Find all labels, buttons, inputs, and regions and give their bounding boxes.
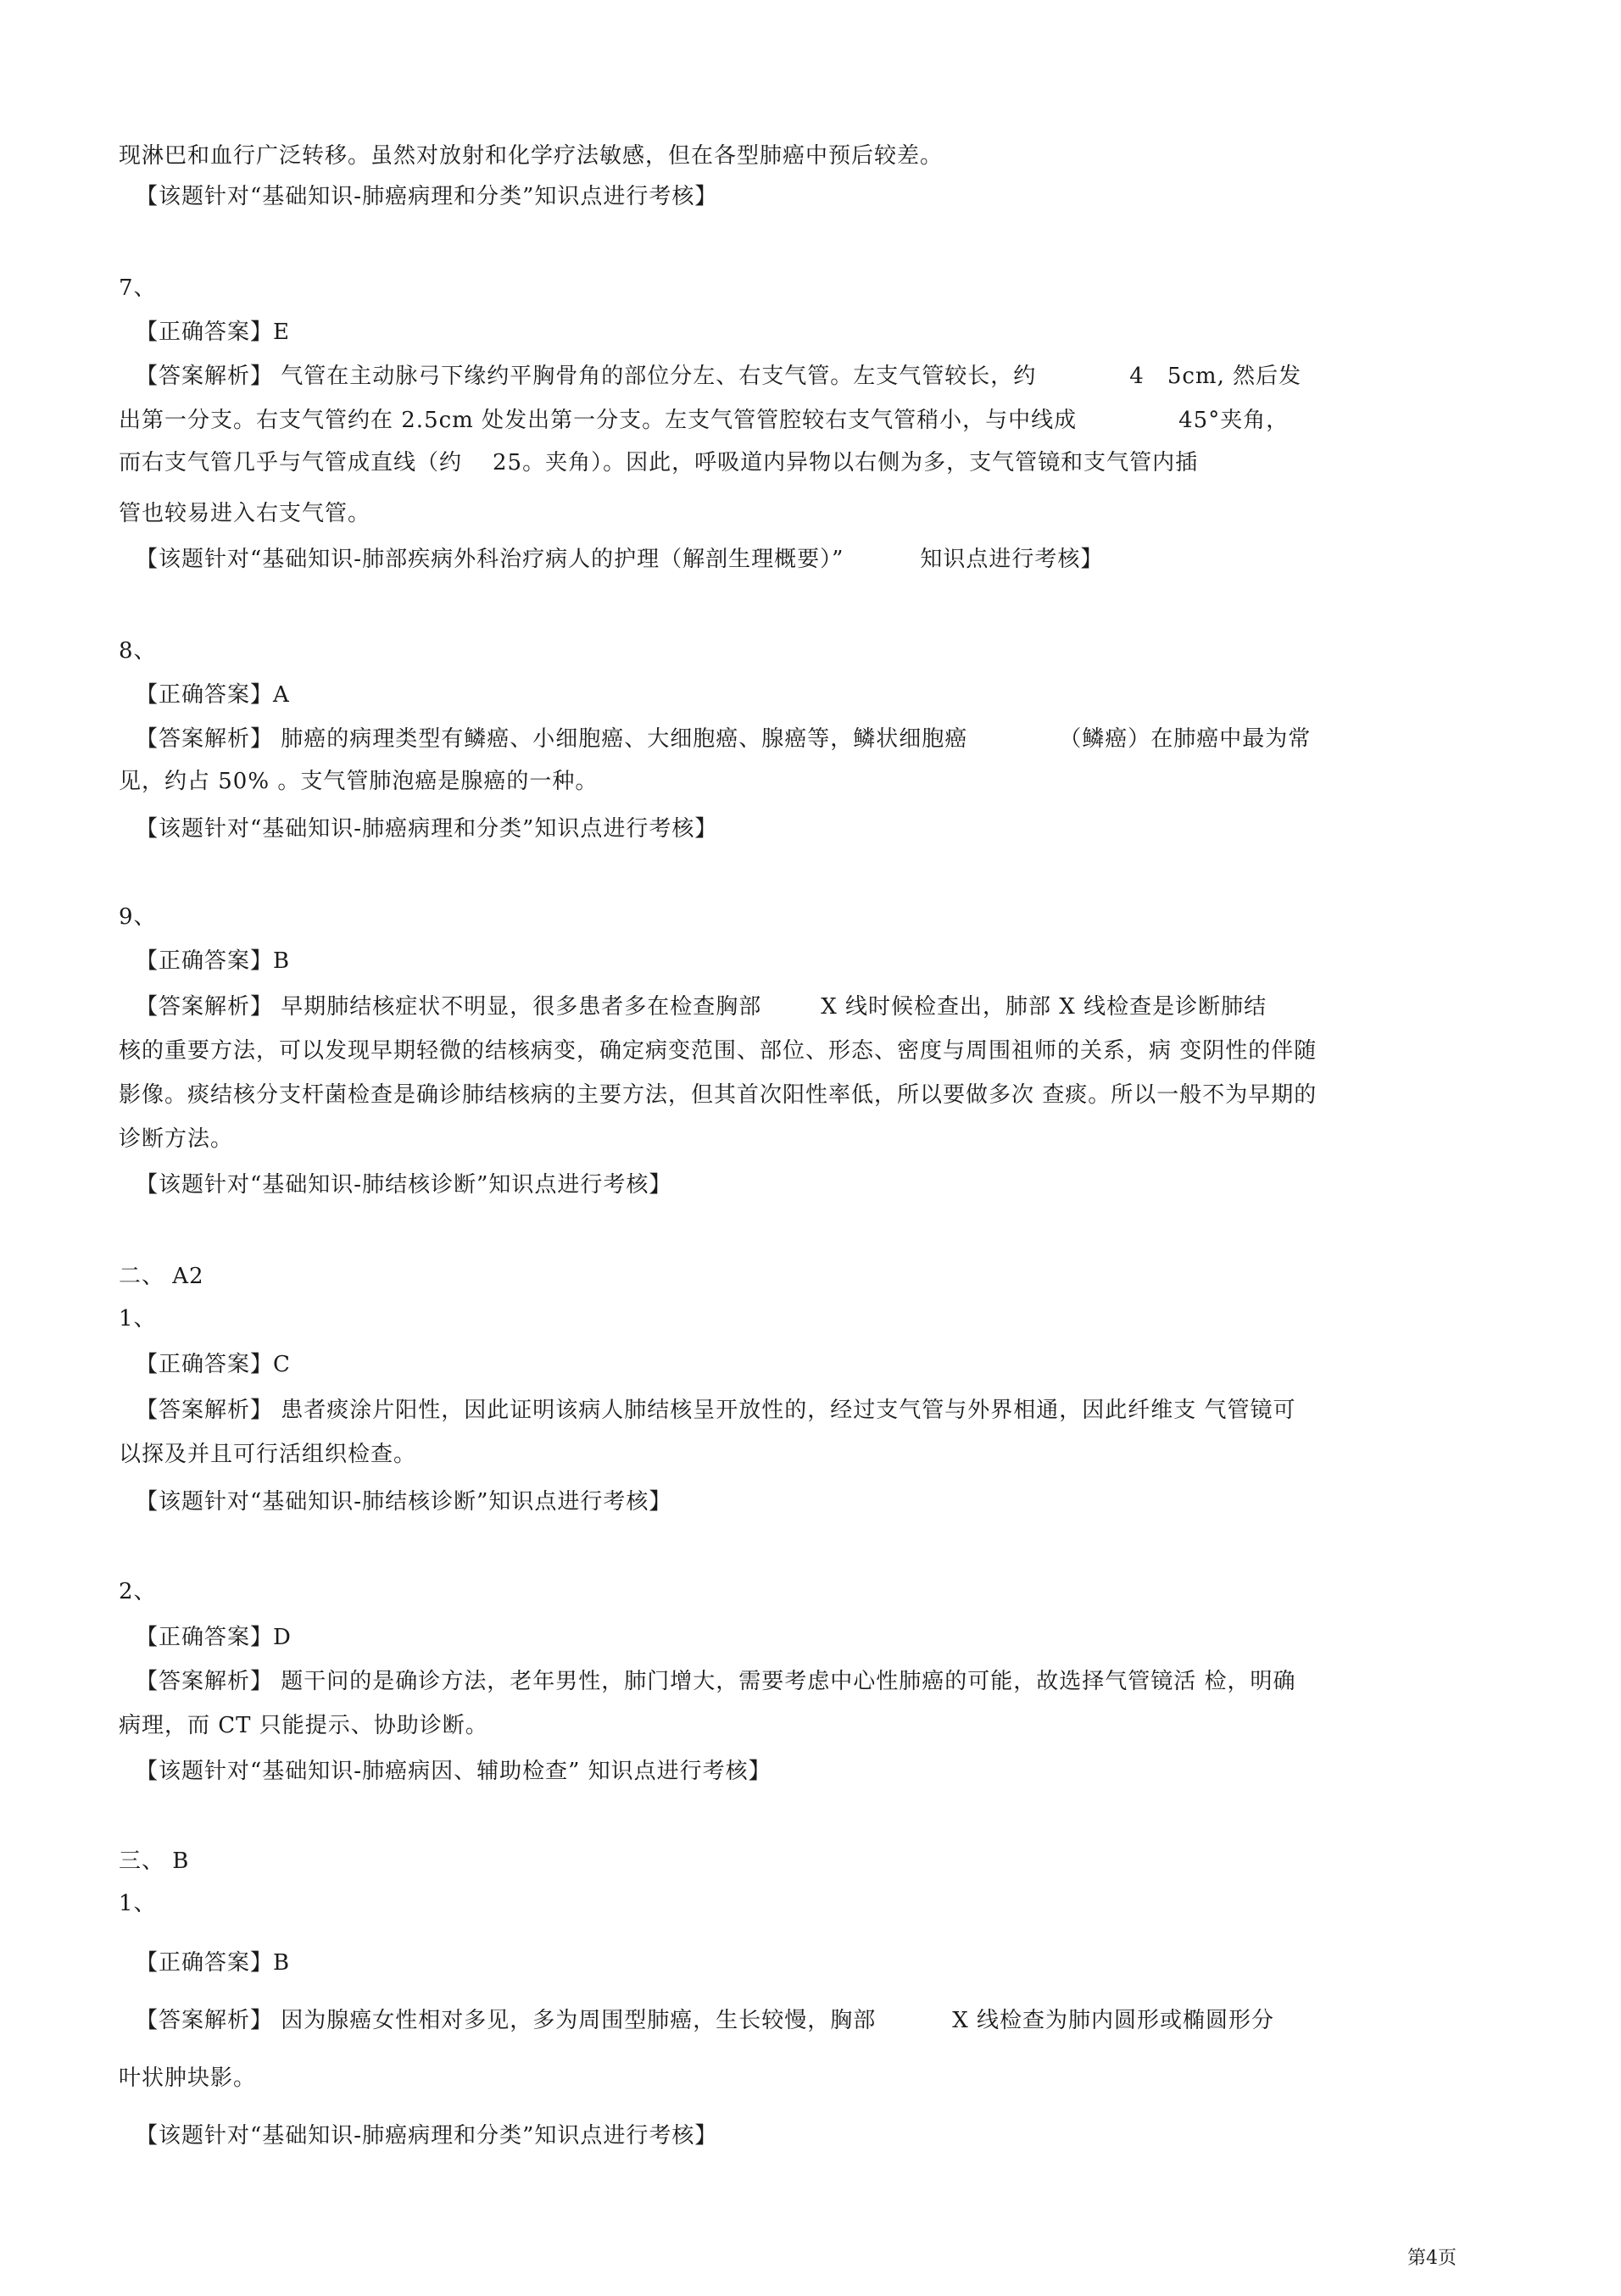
correct-answer: 【正确答案】B (136, 1950, 291, 1976)
topic-tag (136, 542, 1492, 576)
correct-answer: 【正确答案】E (136, 320, 290, 345)
explanation-text: 45°夹角， (1178, 408, 1290, 433)
topic-tag: 【该题针对“基础知识-肺癌病理和分类”知识点进行考核】 (136, 2123, 718, 2149)
question-number: 2、 (119, 1579, 157, 1604)
explanation-line (119, 446, 1475, 480)
topic-tag: 【该题针对“基础知识-肺结核诊断”知识点进行考核】 (136, 1172, 672, 1198)
explanation-text: 【答案解析】 早期肺结核症状不明显，很多患者多在检查胸部 (136, 994, 762, 1020)
topic-tag: 【该题针对“基础知识-肺结核诊断”知识点进行考核】 (136, 1489, 672, 1515)
explanation-line: 叶状肿块影。 (119, 2065, 257, 2091)
topic-tag: 【该题针对“基础知识-肺癌病理和分类”知识点进行考核】 (136, 184, 718, 209)
explanation-text: 出第一分支。右支气管约在 2.5cm 处发出第一分支。左支气管管腔较右支气管稍小，与中线成 (119, 408, 1078, 433)
correct-answer: 【正确答案】B (136, 948, 291, 974)
topic-tag: 【该题针对“基础知识-肺癌病理和分类”知识点进行考核】 (136, 816, 718, 842)
explanation-line: 诊断方法。 (119, 1126, 234, 1152)
topic-tag-text: 【该题针对“基础知识-肺部疾病外科治疗病人的护理（解剖生理概要）” (136, 547, 844, 572)
explanation-text: 【答案解析】 肺癌的病理类型有鳞癌、小细胞癌、大细胞癌、腺癌等，鳞状细胞癌 (136, 726, 968, 752)
question-number: 1、 (119, 1891, 157, 1916)
section-heading: 二、 A2 (119, 1264, 204, 1289)
topic-tag: 【该题针对“基础知识-肺癌病因、辅助检查” 知识点进行考核】 (136, 1759, 772, 1784)
explanation-line (136, 722, 1492, 756)
explanation-text: 而右支气管几乎与气管成直线（约 (119, 450, 463, 475)
explanation-text: 【答案解析】 气管在主动脉弓下缘约平胸骨角的部位分左、右支气管。左支气管较长，约 (136, 364, 1037, 389)
question-number: 8、 (119, 638, 157, 664)
explanation-line (119, 403, 1475, 437)
explanation-line: 病理，而 CT 只能提示、协助诊断。 (119, 1713, 488, 1738)
explanation-line: 以探及并且可行活组织检查。 (119, 1442, 417, 1467)
correct-answer: 【正确答案】C (136, 1352, 291, 1377)
explanation-line (136, 990, 1492, 1024)
question-number: 9、 (119, 904, 157, 930)
explanation-text: 25。夹角）。因此，呼吸道内异物以右侧为多，支气管镜和支气管内插 (493, 450, 1199, 475)
explanation-text: 【答案解析】 因为腺癌女性相对多见，多为周围型肺癌，生长较慢，胸部 (136, 2008, 877, 2033)
explanation-text: 4 5cm, 然后发 (1129, 364, 1302, 389)
explanation-line: 影像。痰结核分支杆菌检查是确诊肺结核病的主要方法，但其首次阳性率低，所以要做多次 查痰。所以一般不为早期的 (119, 1082, 1317, 1108)
explanation-text: X 线检查为肺内圆形或椭圆形分 (952, 2008, 1275, 2033)
question-number: 1、 (119, 1306, 157, 1331)
section-heading: 三、 B (119, 1848, 190, 1874)
explanation-line (136, 359, 1492, 393)
explanation-text: X 线时候检查出，肺部 X 线检查是诊断肺结 (821, 994, 1267, 1020)
correct-answer: 【正确答案】A (136, 682, 290, 708)
question-number: 7、 (119, 275, 157, 301)
paragraph-line: 现淋巴和血行广泛转移。虽然对放射和化学疗法敏感，但在各型肺癌中预后较差。 (119, 143, 944, 169)
explanation-line: 核的重要方法，可以发现早期轻微的结核病变，确定病变范围、部位、形态、密度与周围祖师的关系，病 变阴性的伴随 (119, 1038, 1317, 1064)
explanation-line: 【答案解析】 患者痰涂片阳性，因此证明该病人肺结核呈开放性的，经过支气管与外界相通，因此纤维支 气管镜可 (136, 1398, 1296, 1423)
topic-tag-text: 知识点进行考核】 (920, 547, 1104, 572)
correct-answer: 【正确答案】D (136, 1625, 292, 1650)
explanation-line: 【答案解析】 题干问的是确诊方法，老年男性，肺门增大，需要考虑中心性肺癌的可能，故选择气管镜活 检，明确 (136, 1669, 1296, 1694)
explanation-line (136, 2004, 1492, 2037)
explanation-line: 见，约占 50% 。支气管肺泡癌是腺癌的一种。 (119, 769, 599, 794)
explanation-line: 管也较易进入右支气管。 (119, 501, 371, 526)
explanation-text: （鳞癌）在肺癌中最为常 (1059, 726, 1312, 752)
page-number: 第4页 (1407, 2248, 1457, 2269)
